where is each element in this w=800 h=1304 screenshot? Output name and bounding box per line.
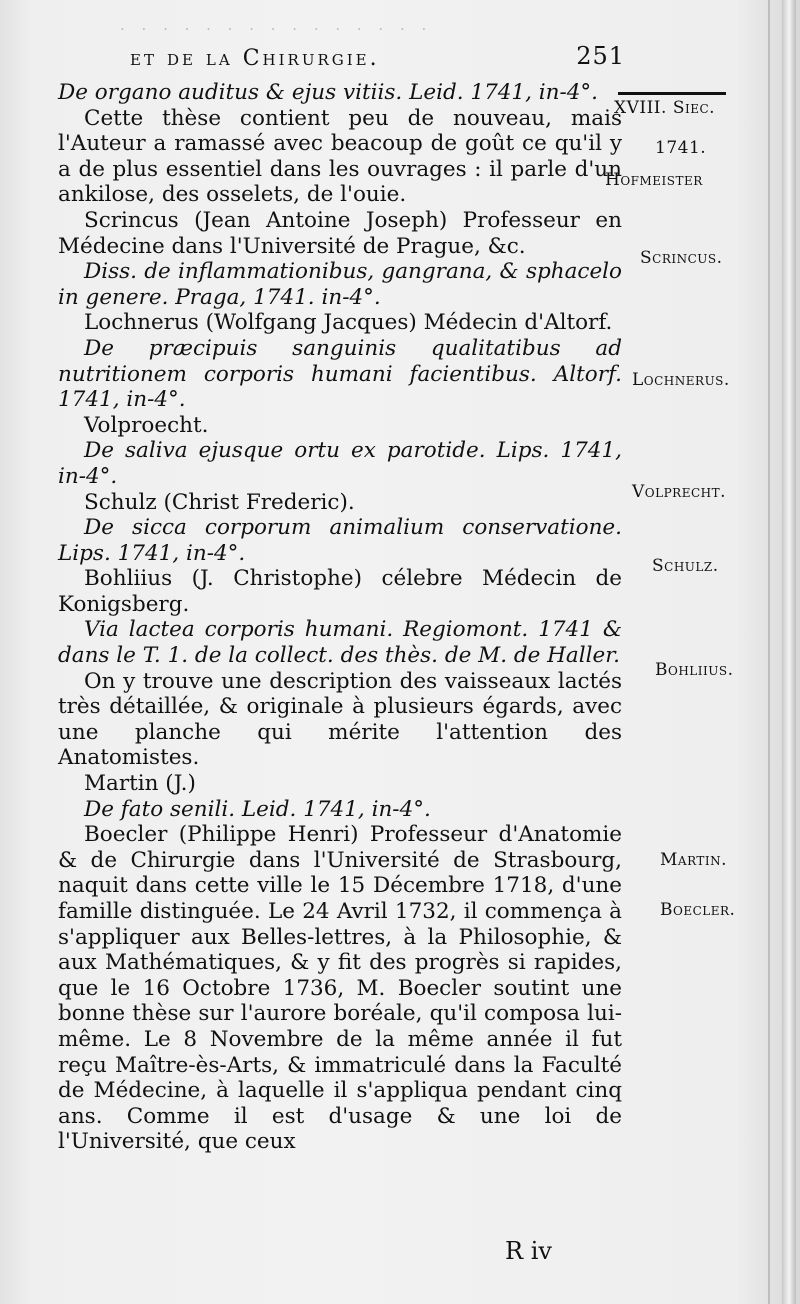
page-number: 251 — [576, 42, 625, 70]
paragraph: De sicca corporum animalium conservatione. Lips. 1741, in-4°. — [58, 515, 622, 566]
paragraph: De fato senili. Leid. 1741, in-4°. — [84, 796, 431, 822]
signature-mark: R iv — [505, 1237, 552, 1265]
margin-note: Schulz. — [652, 556, 719, 576]
paragraph: Lochnerus (Wolfgang Jacques) Médecin d'Altorf. — [84, 310, 613, 336]
margin-note: 1741. — [655, 138, 707, 158]
page-edge-shadow — [768, 0, 770, 1304]
paragraph: Diss. de inflammationibus, gangrana, & sphacelo in genere. Praga, 1741. in-4°. — [58, 259, 622, 310]
body-text — [58, 80, 622, 1155]
paragraph: Bohliius (J. Christophe) célebre Médecin de Konigsberg. — [58, 566, 622, 617]
paragraph: Via lactea corporis humani. Regiomont. 1741 & dans le T. 1. de la collect. des thès. de M. de Haller. — [58, 617, 622, 669]
margin-note: Scrincus. — [640, 248, 723, 268]
paragraph: De præcipuis sanguinis qualitatibus ad nutritionem corporis humani facientibus. Altorf. 1741, in-4°. — [58, 335, 622, 413]
margin-note: Boecler. — [660, 900, 736, 920]
paragraph: On y trouve une description des vaisseaux lactés très détaillée, & originale à plusieurs égards, avec une planche qui mérite l'attention des Anatomistes. — [58, 668, 622, 771]
bleed-through-text: · · · · · · · · · · · · · · · — [120, 20, 433, 38]
paragraph: Schulz (Christ Frederic). — [84, 489, 355, 515]
paragraph: Volproecht. — [84, 412, 209, 438]
margin-rule — [618, 92, 726, 95]
margin-note: Bohliius. — [655, 660, 734, 680]
paragraph: Cette thèse contient peu de nouveau, mais l'Auteur a ramassé avec beacoup de goût ce qu'il y a de plus essentiel dans les ouvrages : il parle d'un ankilose, des osselets, de l'ouie. — [58, 105, 622, 208]
paragraph: Martin (J.) — [84, 771, 196, 797]
paragraph: Boecler (Philippe Henri) Professeur d'Anatomie & de Chirurgie dans l'Université de Strasbourg, naquit dans cette ville le 15 Décembre 1718, d'une famille distinguée. Le 24 Avril 1732, il commença à s'appliquer aux Belles-lettres, à la Philosophie, & aux Mathématiques, & y fit des progrès si rapides, que le 16 Octobre 1736, M. Boecler soutint une bonne thèse sur l'aurore boréale, qu'il composa lui-même. Le 8 Novembre de la même année il fut reçu Maître-ès-Arts, & immatriculé dans la Faculté de Médecine, à laquelle il s'appliqua pendant cinq ans. Comme il est d'usage & une loi de l'Université, que ceux — [58, 822, 622, 1155]
paragraph: Scrincus (Jean Antoine Joseph) Professeur en Médecine dans l'Université de Prague, &c. — [58, 207, 622, 259]
running-title: et de la Chirurgie. — [130, 46, 380, 71]
margin-note: XVIII. Siec. — [614, 98, 716, 118]
margin-note: Martin. — [660, 850, 728, 870]
margin-note: Lochnerus. — [632, 370, 730, 390]
paragraph: De organo auditus & ejus vitiis. Leid. 1741, in-4°. — [58, 80, 599, 105]
page-edge — [782, 0, 796, 1304]
margin-note: Hofmeister — [605, 170, 703, 190]
paragraph: De saliva ejusque ortu ex parotide. Lips. 1741, in-4°. — [58, 438, 622, 489]
margin-note: Volprecht. — [632, 482, 727, 502]
running-header — [130, 42, 625, 71]
